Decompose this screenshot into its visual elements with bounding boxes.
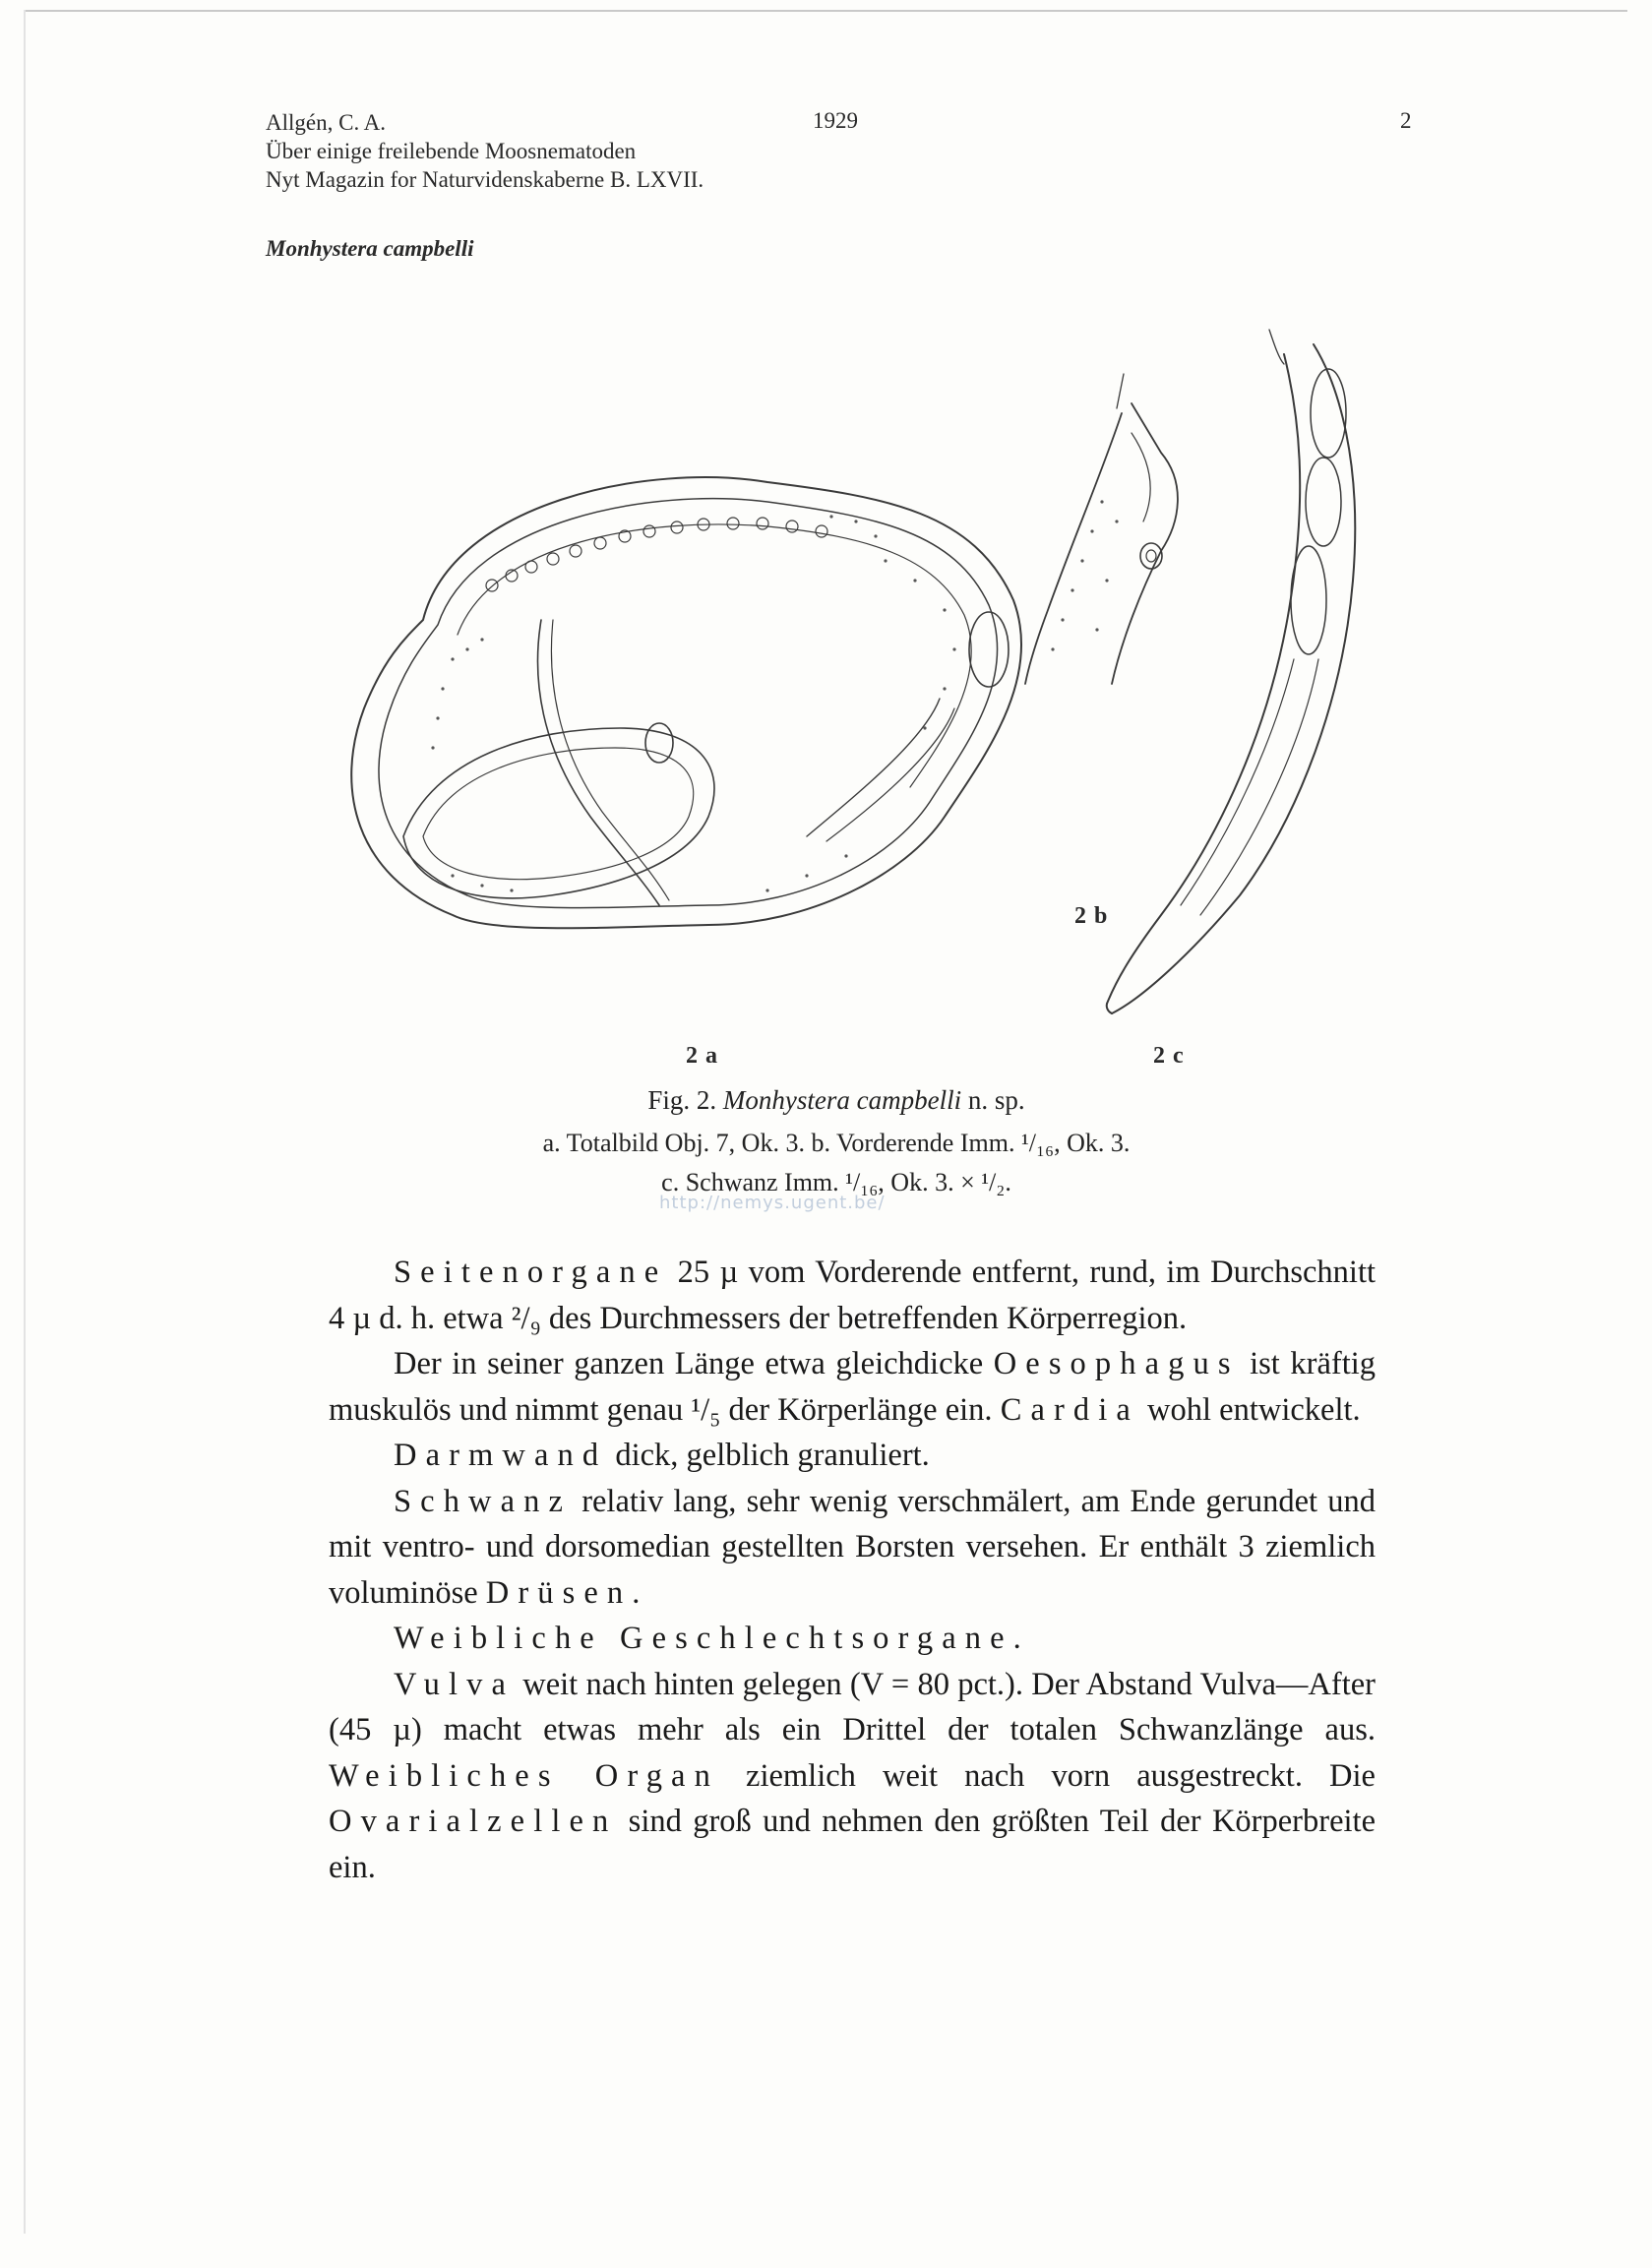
label-2b: 2 b [1074, 903, 1109, 929]
term-weibliches-organ: Weibliches Organ [329, 1757, 719, 1794]
paragraph-tail [329, 1479, 1376, 1617]
journal: Nyt Magazin for Naturvidenskaberne B. LXVII. [266, 167, 704, 192]
body-text [329, 1250, 1376, 1890]
figure-2b-drawing [1025, 374, 1178, 684]
figure-2c-drawing [1107, 330, 1356, 1013]
paragraph-text: ziemlich weit nach vorn ausgestreckt. Die [718, 1757, 1376, 1794]
label-2c: 2 c [1153, 1043, 1185, 1069]
term-schwanz: Schwanz [394, 1483, 573, 1519]
caption-suffix: n. sp. [967, 1085, 1025, 1115]
paragraph-text: wohl entwickelt. [1138, 1391, 1361, 1428]
scan-left-edge [24, 10, 26, 2234]
paragraph-lateral-organs [329, 1250, 1376, 1341]
paragraph-text: relativ lang, sehr wenig verschmälert, am Ende gerundet und mit ventro- und dorsomedian gestellten Borsten versehen. Er enthält 3 ziemlich voluminöse [329, 1483, 1376, 1611]
caption-prefix: Fig. 2. [647, 1085, 717, 1115]
term-darmwand: Darmwand [394, 1438, 608, 1473]
figure-2a-drawing [351, 477, 1021, 928]
page-number: 2 [1400, 108, 1412, 133]
paragraph-text: Der in seiner ganzen Länge etwa gleichdicke [394, 1346, 994, 1381]
term-druesen: Drüsen [485, 1574, 633, 1611]
paragraph-text: 25 µ vom Vorderende entfernt, rund, im Durchschnitt 4 µ d. h. etwa ²/₉ des Durchmessers der betreffenden Körperregion. [329, 1255, 1376, 1336]
paper-title: Über einige freilebende Moosnematoden [266, 139, 637, 163]
paragraph-text: weit nach hinten gelegen (V = 80 pct.). Der Abstand Vulva—After (45 µ) macht etwas mehr als ein Drittel der totalen Schwanzlänge aus. [329, 1666, 1376, 1747]
watermark: http://nemys.ugent.be/ [659, 1193, 886, 1213]
citation-header [266, 108, 704, 194]
figure-caption-line3: c. Schwanz Imm. ¹/₁₆, Ok. 3. × ¹/₂. [661, 1168, 1011, 1196]
paragraph-female-organs [329, 1616, 1376, 1662]
figure-caption-line2: a. Totalbild Obj. 7, Ok. 3. b. Vorderende Imm. ¹/₁₆, Ok. 3. [542, 1129, 1131, 1157]
paragraph-text: sind groß und nehmen den größten Teil der Körperbreite ein. [329, 1804, 1376, 1885]
figure-caption-title [325, 1085, 1348, 1116]
paragraph-vulva [329, 1662, 1376, 1891]
paragraph-oesophagus [329, 1341, 1376, 1433]
term-vulva: Vulva [394, 1666, 515, 1702]
year: 1929 [813, 108, 858, 133]
label-2a: 2 a [686, 1043, 718, 1069]
author: Allgén, C. A. [266, 110, 387, 135]
paragraph-intestine [329, 1433, 1376, 1479]
paragraph-text: dick, gelblich granuliert. [607, 1438, 930, 1473]
scan-top-edge [24, 10, 1627, 12]
term-cardia: Cardia [1000, 1391, 1139, 1428]
term-weibliche-geschlechtsorgane: Weibliche Geschlechtsorgane [394, 1621, 1013, 1656]
term-oesophagus: Oesophagus [993, 1346, 1240, 1381]
paragraph-text: . [632, 1574, 641, 1611]
species-heading: Monhystera campbelli [266, 236, 474, 261]
term-seitenorgane: Seitenorgane [394, 1255, 668, 1290]
paragraph-text: ist kräftig muskulös und nimmt genau ¹/₅ der Körperlänge ein. [329, 1346, 1376, 1428]
term-ovarialzellen: Ovarialzellen [329, 1804, 618, 1839]
caption-species: Monhystera campbelli [722, 1085, 962, 1115]
nematode-figure [295, 325, 1437, 1082]
paragraph-text: . [1012, 1621, 1021, 1656]
